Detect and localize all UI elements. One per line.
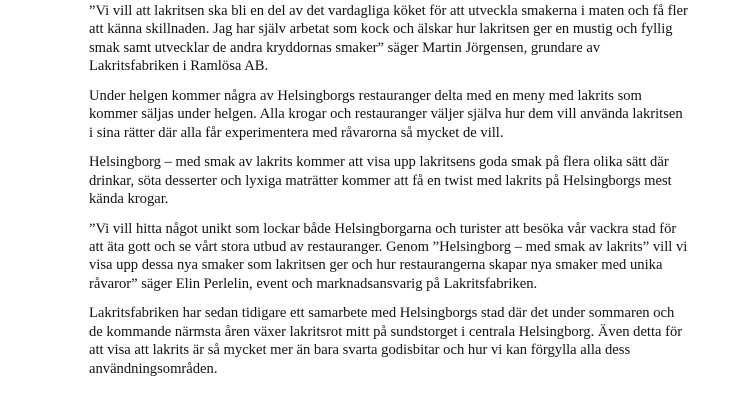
paragraph-collaboration: Lakritsfabriken har sedan tidigare ett samarbete med Helsingborgs stad där det under sommaren och de kommande närmsta åren växer lakritsrot mitt på sundstorget i centrala Helsingborg. Även detta för att visa att lakrits är så mycket mer än bara svarta godisbitar och hur vi kan förgylla alla dess användningsområden. (89, 305, 683, 377)
paragraph-weekend-menu: Under helgen kommer några av Helsingborgs restauranger delta med en meny med lakrits som kommer säljas under helgen. Alla krogar och restauranger väljer själva hur dem vill använda lakritsen i sina rätter där alla får experimentera med råvarorna så mycket de vill. (89, 87, 683, 141)
paragraph-quote-martin: ”Vi vill att lakritsen ska bli en del av det vardagliga köket för att utveckla smakerna i maten och få fler att känna skillnaden. Jag har själv arbetat som kock och älskar hur lakritsen ger en mustig och fyllig smak samt utvecklar de andra kryddornas smaker” säger Martin Jörgensen, grundare av Lakritsfabriken i Ramlösa AB. (89, 3, 688, 75)
paragraph-quote-elin: ”Vi vill hitta något unikt som lockar både Helsingborgarna och turister att besöka vår vackra stad för att äta gott och se vårt stora utbud av restauranger. Genom ”Helsingborg – med smak av lakrits” vill vi visa upp dessa nya smaker som lakritsen ger och hur restaurangerna skapar nya smaker med unika råvaror” säger Elin Perlelin, event och marknadsansvarig på Lakritsfabriken. (89, 220, 688, 292)
paragraph-event-description: Helsingborg – med smak av lakrits kommer att visa upp lakritsens goda smak på flera olika sätt där drinkar, söta desserter och lyxiga maträtter kommer att få en twist med lakrits på Helsingborgs mest kända krogar. (89, 154, 672, 208)
document-page (89, 2, 689, 389)
